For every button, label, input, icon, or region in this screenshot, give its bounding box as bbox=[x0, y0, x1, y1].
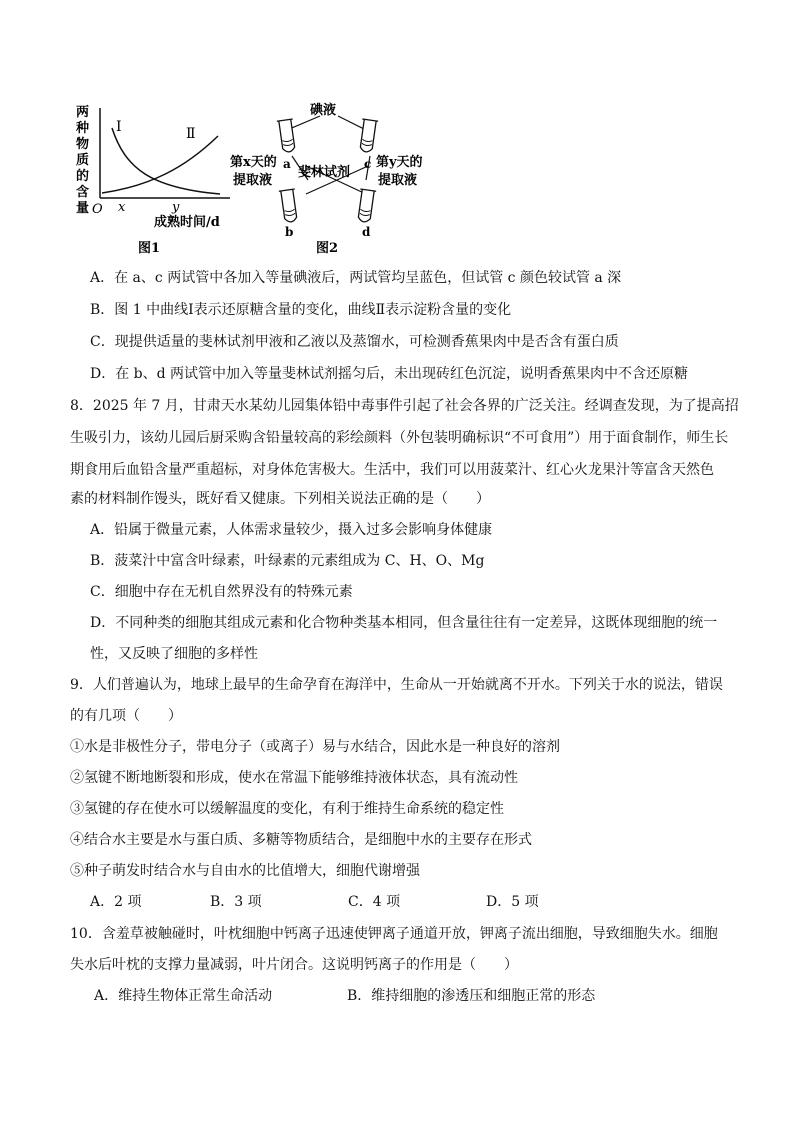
fig1-tick-y: y bbox=[172, 200, 180, 215]
fig1-tick-x: x bbox=[118, 200, 126, 215]
fig1-ylabel-char: 种 bbox=[76, 121, 90, 136]
q8-stem-line: 期食用后血铅含量严重超标，对身体危害极大。生活中，我们可以用菠菜汁、红心火龙果汁等富含天然色 bbox=[70, 462, 714, 478]
q8-stem-line: 生吸引力，该幼儿园后厨采购含铅量较高的彩绘颜料（外包装明确标识“不可食用”）用于面食制作，师生长 bbox=[70, 430, 729, 446]
fig2-left-label-1: 第x天的 bbox=[230, 155, 277, 170]
fig1-caption: 图1 bbox=[138, 241, 161, 256]
fig1-ylabel-char: 量 bbox=[76, 201, 90, 216]
q8-option-d-cont: 性，又反映了细胞的多样性 bbox=[90, 646, 258, 662]
test-tube-b bbox=[279, 189, 299, 223]
tube-a-label: a bbox=[283, 157, 291, 171]
q9-option-d: D．5 项 bbox=[486, 894, 539, 910]
q8-option-c: C．细胞中存在无机自然界没有的特殊元素 bbox=[90, 584, 353, 600]
q9-stem-line: 的有几项（ ） bbox=[70, 708, 182, 724]
q10-option-b: B．维持细胞的渗透压和细胞正常的形态 bbox=[347, 988, 596, 1004]
q9-statement-5: ⑤种子萌发时结合水与自由水的比值增大，细胞代谢增强 bbox=[70, 863, 420, 879]
fig2-caption: 图2 bbox=[316, 241, 339, 256]
q9-option-a: A．2 项 bbox=[90, 894, 142, 910]
figure-2 bbox=[230, 102, 423, 256]
q9-statement-1: ①水是非极性分子，带电分子（或离子）易与水结合，因此水是一种良好的溶剂 bbox=[70, 739, 560, 755]
q8-option-a: A．铅属于微量元素，人体需求量较少，摄入过多会影响身体健康 bbox=[90, 522, 493, 538]
fig1-ylabel-char: 质 bbox=[76, 153, 90, 168]
q8-option-b: B．菠菜汁中富含叶绿素，叶绿素的元素组成为 C、H、O、Mg bbox=[90, 553, 485, 569]
fig1-ylabel-char: 的 bbox=[76, 169, 90, 184]
q8-stem-line: 8．2025 年 7 月，甘肃天水某幼儿园集体铅中毒事件引起了社会各界的广泛关注。经调查发现，为了提高招 bbox=[70, 398, 739, 414]
fig1-xlabel: 成熟时间/d bbox=[154, 215, 220, 230]
q9-stem-line: 9．人们普遍认为，地球上最早的生命孕育在海洋中，生命从一开始就离不开水。下列关于水的说法，错误 bbox=[70, 677, 723, 693]
q7-option-d: D．在 b、d 两试管中加入等量斐林试剂摇匀后，未出现砖红色沉淀，说明香蕉果肉中不含还原糖 bbox=[90, 366, 689, 382]
tube-b-label: b bbox=[285, 225, 294, 239]
test-tube-c bbox=[358, 119, 378, 153]
fig1-curve-ii-label: Ⅱ bbox=[186, 126, 196, 142]
fig2-connector bbox=[338, 116, 366, 130]
q8-option-d: D．不同种类的细胞其组成元素和化合物种类基本相同，但含量往往有一定差异，这既体现细胞的统一 bbox=[90, 615, 718, 631]
q9-option-b: B．3 项 bbox=[210, 894, 262, 910]
test-tube-a bbox=[277, 119, 297, 153]
fig2-right-label-2: 提取液 bbox=[378, 173, 418, 188]
q7-option-a: A．在 a、c 两试管中各加入等量碘液后，两试管均呈蓝色，但试管 c 颜色较试管 a 深 bbox=[90, 270, 622, 286]
fig2-right-label-1: 第y天的 bbox=[376, 155, 423, 170]
fig2-iodine-label: 碘液 bbox=[310, 103, 337, 118]
test-tube-d bbox=[356, 189, 376, 223]
fig1-ylabel-char: 含 bbox=[76, 185, 90, 200]
q7-option-b: B．图 1 中曲线Ⅰ表示还原糖含量的变化，曲线Ⅱ表示淀粉含量的变化 bbox=[90, 302, 512, 318]
fig1-ylabel-char: 物 bbox=[76, 137, 90, 152]
tube-c-label: c bbox=[364, 157, 372, 171]
q10-option-a: A．维持生物体正常生命活动 bbox=[94, 988, 273, 1004]
q9-statement-4: ④结合水主要是水与蛋白质、多糖等物质结合，是细胞中水的主要存在形式 bbox=[70, 832, 532, 848]
q8-stem-line: 素的材料制作馒头，既好看又健康。下列相关说法正确的是（ ） bbox=[70, 491, 490, 507]
q9-statement-2: ②氢键不断地断裂和形成，使水在常温下能够维持液体状态，具有流动性 bbox=[70, 770, 518, 786]
fig1-origin: O bbox=[92, 202, 103, 217]
q10-stem-line: 失水后叶枕的支撑力量减弱，叶片闭合。这说明钙离子的作用是（ ） bbox=[70, 957, 518, 973]
q9-statement-3: ③氢键的存在使水可以缓解温度的变化，有利于维持生命系统的稳定性 bbox=[70, 801, 504, 817]
fig2-left-label-2: 提取液 bbox=[233, 173, 273, 188]
q9-option-c: C．4 项 bbox=[348, 894, 401, 910]
figures bbox=[70, 96, 470, 266]
tube-d-label: d bbox=[362, 225, 371, 239]
q10-stem-line: 10．含羞草被触碰时，叶枕细胞中钙离子迅速使钾离子通道开放，钾离子流出细胞，导致细胞失水。细胞 bbox=[70, 926, 718, 942]
fig1-curve-i bbox=[112, 128, 220, 194]
fig2-fehling-label: 斐林试剂 bbox=[298, 165, 351, 180]
fig1-curve-i-label: Ⅰ bbox=[116, 119, 122, 135]
q7-option-c: C．现提供适量的斐林试剂甲液和乙液以及蒸馏水，可检测香蕉果肉中是否含有蛋白质 bbox=[90, 334, 619, 350]
figure-1 bbox=[75, 104, 230, 256]
fig1-ylabel-char: 两 bbox=[76, 105, 90, 120]
